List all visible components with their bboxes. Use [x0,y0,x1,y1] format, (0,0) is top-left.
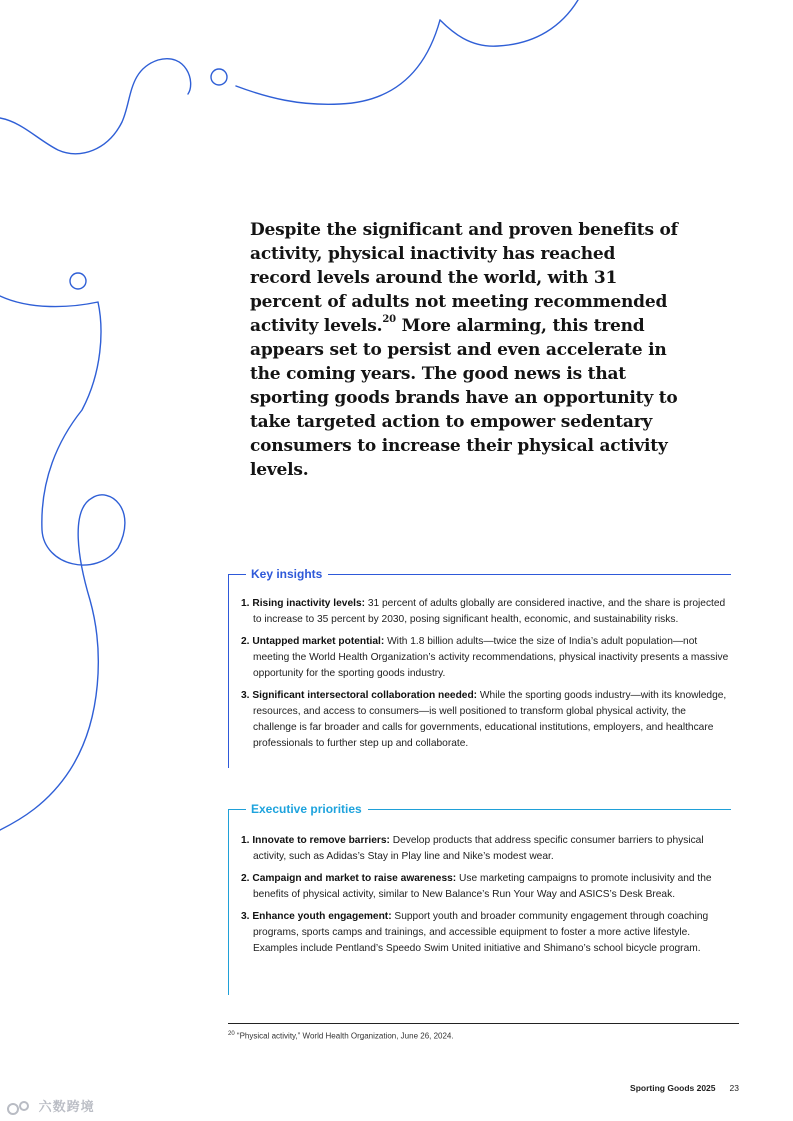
executive-priorities-heading: Executive priorities [251,802,362,816]
pull-quote-text-1: Despite the significant and proven benefits of activity, physical inactivity has reached record levels around the world, with 31 percent of adults not meeting recommended activity levels. [250,220,678,336]
list-item: 3. Significant intersectoral collaboration needed: While the sporting goods industry—with its knowledge, resources, and access to consumers—is well positioned to transform global physical activity, the challenge is far broader and calls for governments, educational institutions, employers, and healthcare professionals to further step up and collaborate. [241,690,727,749]
key-insights-box [228,568,731,768]
list-item: 2. Campaign and market to raise awareness: Use marketing campaigns to promote inclusivity and the benefits of physical activity, similar to New Balance’s Run Your Way and ASICS’s Desk Break. [241,873,712,900]
key-insights-heading: Key insights [251,567,323,581]
footnote-number: 20 [228,1031,235,1037]
box-top-rule [368,809,731,810]
box-left-rule [228,574,229,768]
pull-quote-text-2: More alarming, this trend appears set to persist and even accelerate in the coming years. The good news is that sporting goods brands have an opportunity to take targeted action to empower sedentary consumers to increase their physical activity levels. [250,316,678,480]
box-top-rule [328,574,731,575]
watermark-logo-icon [6,1100,34,1116]
list-item: 2. Untapped market potential: With 1.8 billion adults—twice the size of India’s adult population—not meeting the World Health Organization’s activity recommendations, physical inactivity presents a massive opportunity for the sporting goods industry. [241,636,729,679]
footnote-divider [228,1023,739,1024]
page-number: 23 [729,1083,739,1093]
list-item: 3. Enhance youth engagement: Support youth and broader community engagement through coaching programs, sports camps and trainings, and accessible equipment to foster a more active lifestyle. Examples include Pentland’s Speedo Swim United initiative and Shimano’s school bicycle program. [241,911,709,954]
pull-quote [250,218,680,482]
executive-priorities-list [241,833,731,963]
watermark [6,1096,95,1116]
footnote-ref[interactable]: 20 [382,314,396,326]
box-top-tick [228,574,246,575]
key-insights-list [241,596,731,758]
footnote [228,1028,454,1043]
watermark-text: 六数跨境 [38,1099,95,1114]
page-footer [630,1083,739,1093]
list-item: 1. Innovate to remove barriers: Develop products that address specific consumer barriers to physical activity, such as Adidas’s Stay in Play line and Nike’s modest wear. [241,835,704,862]
publication-title: Sporting Goods 2025 [630,1083,716,1093]
box-left-rule [228,809,229,995]
list-item: 1. Rising inactivity levels: 31 percent of adults globally are considered inactive, and the share is projected to increase to 35 percent by 2030, posing significant health, economic, and sustainability risks. [241,598,726,625]
box-top-tick [228,809,246,810]
executive-priorities-box [228,803,731,993]
footnote-text: “Physical activity,” World Health Organization, June 26, 2024. [234,1031,454,1041]
